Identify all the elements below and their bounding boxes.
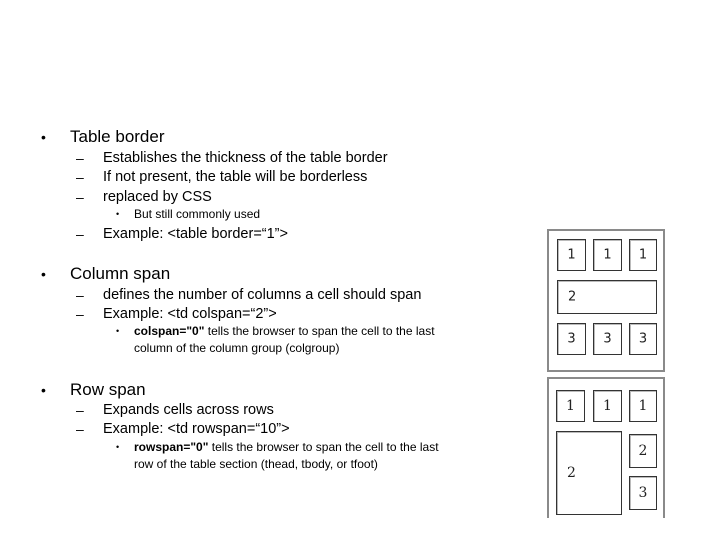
dash: – — [76, 287, 84, 303]
table-cell: 3 — [629, 476, 657, 510]
code-colspan: colspan="0" — [134, 324, 205, 338]
list-item: Example: <table border=“1”> — [103, 226, 288, 242]
dash: – — [76, 189, 84, 205]
sub-list-item — [134, 324, 435, 338]
table-cell: 1 — [629, 239, 657, 271]
heading-column-span: Column span — [70, 264, 171, 283]
dash: – — [76, 169, 84, 185]
sub-bullet: • — [116, 326, 120, 336]
dash: – — [76, 421, 84, 437]
colspan-example-table — [547, 229, 665, 372]
table-cell: 3 — [593, 323, 622, 355]
sub-list-item-cont: row of the table section (thead, tbody, or tfoot) — [134, 457, 378, 471]
list-item: Example: <td colspan=“2”> — [103, 306, 277, 322]
sub-bullet: • — [116, 442, 120, 452]
list-item: replaced by CSS — [103, 189, 212, 205]
table-cell-rowspan: 2 — [556, 431, 622, 515]
table-cell: 1 — [557, 239, 586, 271]
dash: – — [76, 226, 84, 242]
table-cell: 1 — [629, 390, 657, 422]
list-item: Establishes the thickness of the table border — [103, 150, 388, 166]
list-item: Example: <td rowspan=“10”> — [103, 421, 290, 437]
dash: – — [76, 402, 84, 418]
table-cell: 1 — [593, 239, 622, 271]
sub-list-item — [134, 440, 439, 454]
table-cell: 3 — [629, 323, 657, 355]
table-cell: 3 — [557, 323, 586, 355]
bullet: • — [41, 129, 46, 145]
table-cell-colspan: 2 — [557, 280, 657, 314]
list-item: Expands cells across rows — [103, 402, 274, 418]
sub-list-item: But still commonly used — [134, 207, 261, 221]
sub-bullet: • — [116, 209, 120, 219]
list-item: If not present, the table will be borderless — [103, 169, 368, 185]
heading-table-border: Table border — [70, 127, 165, 146]
table-cell: 1 — [556, 390, 585, 422]
heading-row-span: Row span — [70, 380, 146, 399]
sub-list-text: tells the browser to span the cell to the last — [204, 324, 435, 338]
code-rowspan: rowspan="0" — [134, 440, 209, 454]
table-cell: 2 — [629, 434, 657, 468]
bullet: • — [41, 382, 46, 398]
sub-list-item-cont: column of the column group (colgroup) — [134, 341, 340, 355]
sub-list-text: tells the browser to span the cell to the last — [208, 440, 439, 454]
list-item: defines the number of columns a cell should span — [103, 287, 422, 303]
bullet: • — [41, 266, 46, 282]
table-cell: 1 — [593, 390, 622, 422]
rowspan-example-table — [547, 377, 665, 518]
dash: – — [76, 150, 84, 166]
dash: – — [76, 306, 84, 322]
